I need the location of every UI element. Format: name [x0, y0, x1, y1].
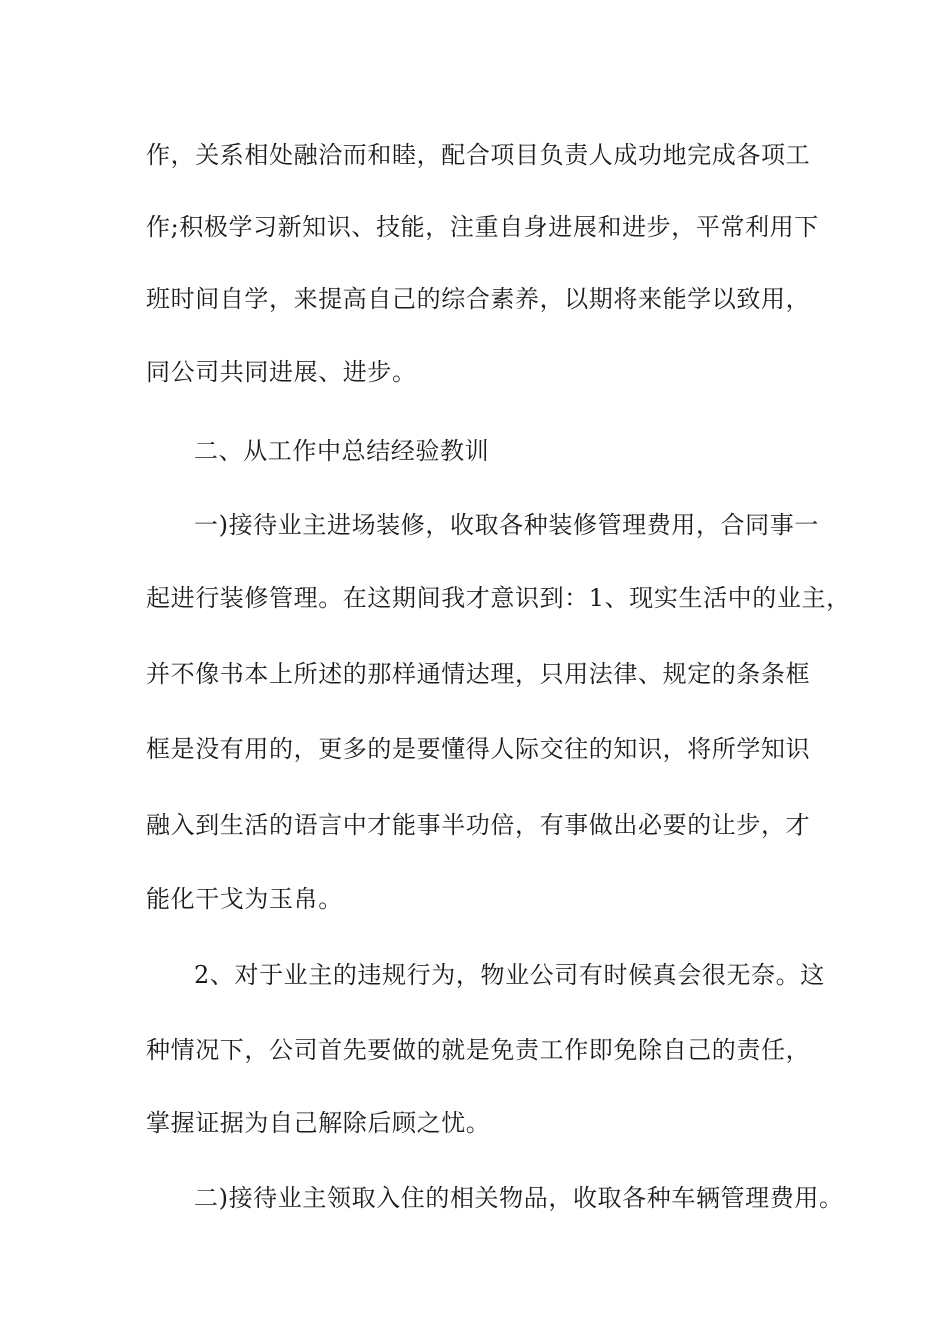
text-line: 框是没有用的，更多的是要懂得人际交往的知识，将所学知识 — [146, 735, 811, 763]
text-line: 并不像书本上所述的那样通情达理，只用法律、规定的条条框 — [146, 660, 811, 688]
text-line: 作，关系相处融洽而和睦，配合项目负责人成功地完成各项工 — [146, 141, 811, 169]
text-line: 班时间自学，来提高自己的综合素养，以期将来能学以致用， — [146, 285, 811, 313]
text-line: 2、对于业主的违规行为，物业公司有时候真会很无奈。这 — [194, 961, 825, 989]
text-line: 融入到生活的语言中才能事半功倍，有事做出必要的让步，才 — [146, 811, 811, 839]
text-line: 掌握证据为自己解除后顾之忧。 — [146, 1109, 491, 1137]
text-line: 作;积极学习新知识、技能，注重自身进展和进步，平常利用下 — [146, 213, 819, 241]
section-heading: 二、从工作中总结经验教训 — [194, 437, 490, 465]
text-line: 能化干戈为玉帛。 — [146, 885, 343, 913]
text-line: 种情况下，公司首先要做的就是免责工作即免除自己的责任， — [146, 1036, 811, 1064]
text-line: 一)接待业主进场装修，收取各种装修管理费用，合同事一 — [194, 511, 819, 539]
text-line: 同公司共同进展、进步。 — [146, 358, 417, 386]
text-line: 起进行装修管理。在这期间我才意识到：1、现实生活中的业主， — [146, 584, 851, 612]
text-line: 二)接待业主领取入住的相关物品，收取各种车辆管理费用。 — [194, 1184, 844, 1212]
